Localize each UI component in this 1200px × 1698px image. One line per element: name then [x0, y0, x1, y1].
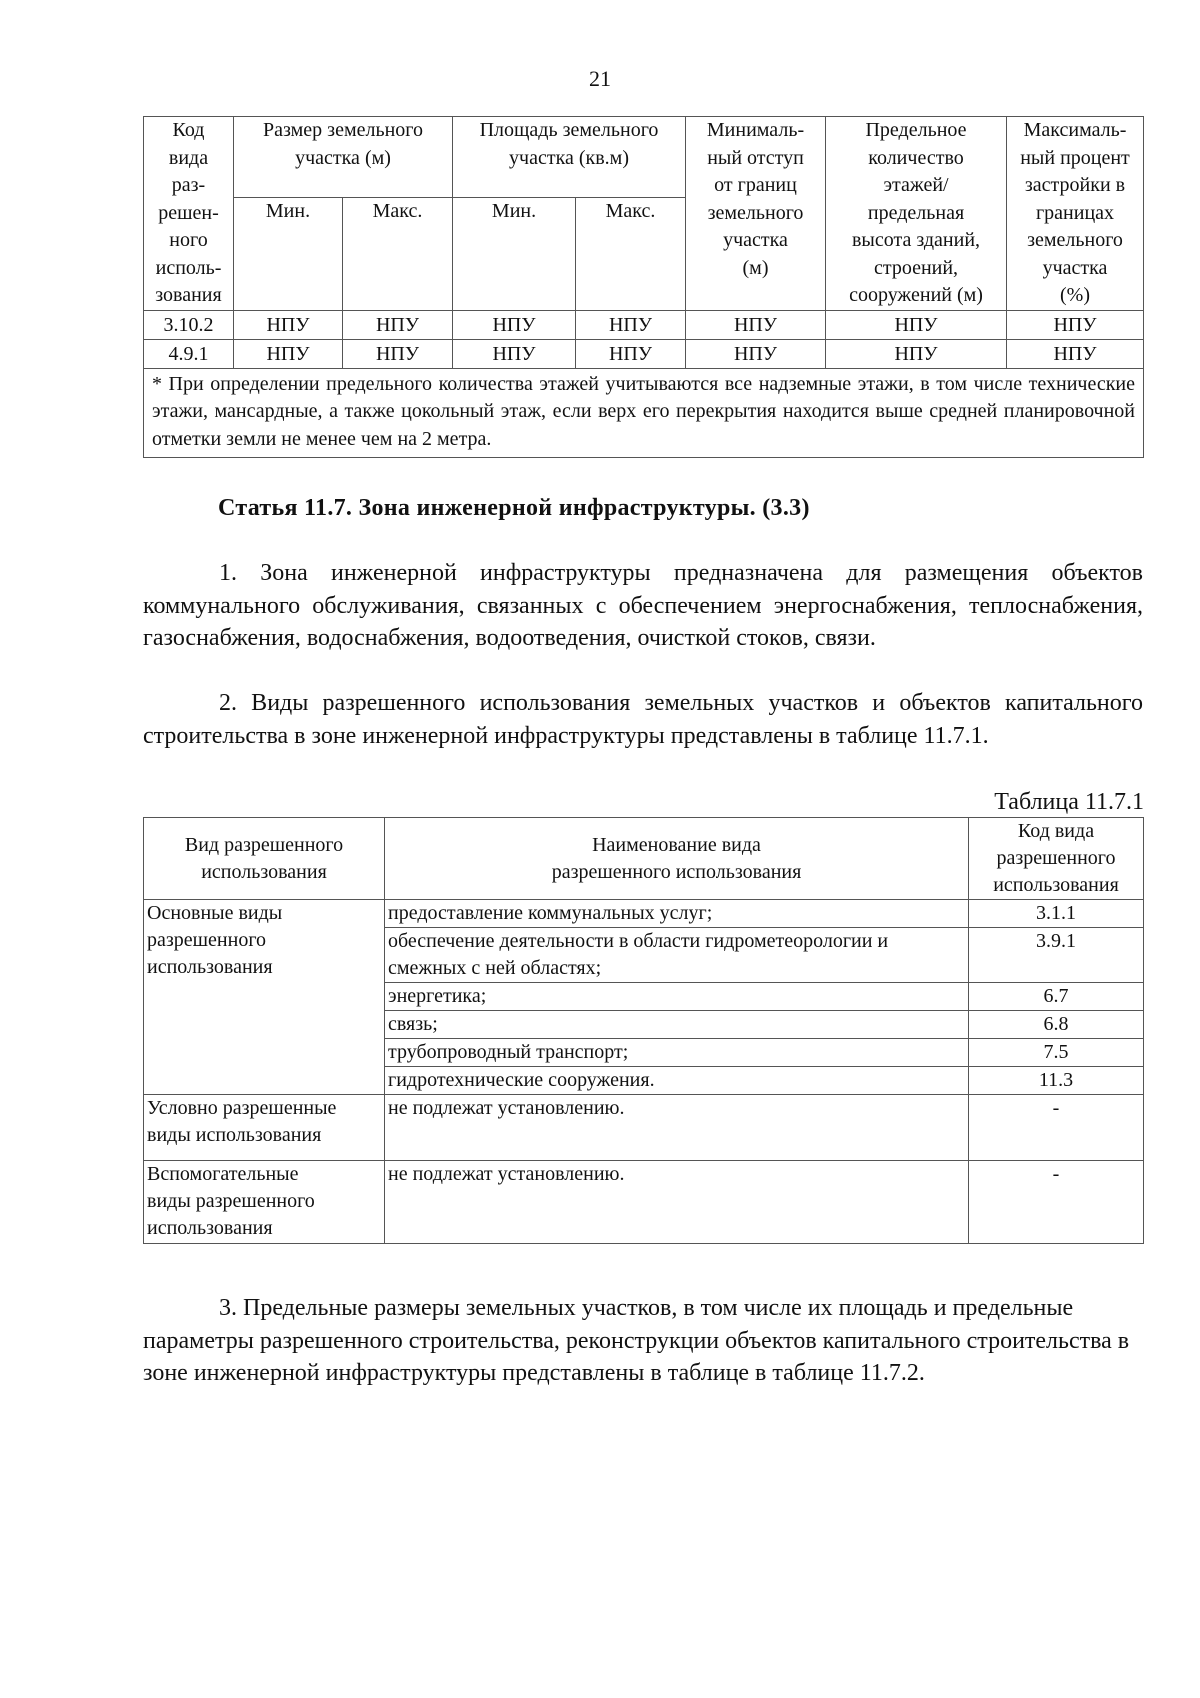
header-use-name: Наименование вида разрешенного использования	[385, 818, 969, 900]
header-coverage: Максималь- ный процент застройки в границах земельного участка (%)	[1007, 117, 1144, 311]
use-name: предоставление коммунальных услуг;	[385, 900, 969, 928]
table-cell: НПУ	[1007, 310, 1144, 339]
header-use-code: Код вида разрешенного использования	[969, 818, 1144, 900]
use-code: 6.8	[969, 1011, 1144, 1039]
use-name: гидротехнические сооружения.	[385, 1067, 969, 1095]
group-auxiliary-uses: Вспомогательные виды разрешенного использования	[144, 1161, 385, 1244]
table-cell: НПУ	[826, 310, 1007, 339]
permitted-uses-table	[143, 817, 1144, 1244]
header-area-min: Мин.	[453, 198, 576, 311]
table-cell: НПУ	[576, 339, 686, 368]
use-code: 6.7	[969, 983, 1144, 1011]
group-main-uses: Основные виды разрешенного использования	[144, 900, 385, 1095]
table-cell: 3.10.2	[144, 310, 234, 339]
group-conditional-uses: Условно разрешенные виды использования	[144, 1095, 385, 1161]
table-cell: НПУ	[343, 310, 453, 339]
header-floors: Предельное количество этажей/ предельная высота зданий, строений, сооружений (м)	[826, 117, 1007, 311]
header-use-type: Вид разрешенного использования	[144, 818, 385, 900]
table-cell: НПУ	[453, 310, 576, 339]
use-name: не подлежат установлению.	[385, 1095, 969, 1161]
paragraph-2: 2. Виды разрешенного использования земельных участков и объектов капитального строительства в зоне инженерной инфраструктуры представлены в таблице 11.7.1.	[143, 690, 1143, 749]
use-code: 11.3	[969, 1067, 1144, 1095]
table-cell: НПУ	[453, 339, 576, 368]
table-cell: НПУ	[826, 339, 1007, 368]
table-row	[144, 310, 1144, 339]
table-cell: НПУ	[686, 339, 826, 368]
use-code: 3.9.1	[969, 928, 1144, 983]
use-code: 7.5	[969, 1039, 1144, 1067]
table-cell: НПУ	[343, 339, 453, 368]
use-name: трубопроводный транспорт;	[385, 1039, 969, 1067]
table-cell: НПУ	[576, 310, 686, 339]
header-min-setback: Минималь- ный отступ от границ земельного участка (м)	[686, 117, 826, 311]
header-plot-area: Площадь земельного участка (кв.м)	[453, 117, 686, 198]
table-footnote: * При определении предельного количества этажей учитываются все надземные этажи, в том числе технические этажи, мансардные, а также цокольный этаж, если верх его перекрытия находится выше средней планировочной отметки земли не менее чем на 2 метра.	[144, 368, 1144, 458]
table-row	[144, 339, 1144, 368]
table-cell: НПУ	[686, 310, 826, 339]
use-name: обеспечение деятельности в области гидрометеорологии и смежных с ней областях;	[385, 928, 969, 983]
table-cell: НПУ	[234, 310, 343, 339]
parameters-table	[143, 116, 1144, 458]
header-code: Код вида раз- решен- ного исполь- зования	[144, 117, 234, 311]
table-caption: Таблица 11.7.1	[994, 789, 1144, 815]
table-row	[144, 900, 1144, 928]
use-name: связь;	[385, 1011, 969, 1039]
table-cell: 4.9.1	[144, 339, 234, 368]
table-row	[144, 1095, 1144, 1161]
article-title: Статья 11.7. Зона инженерной инфраструктуры. (3.3)	[218, 495, 810, 521]
header-area-max: Макс.	[576, 198, 686, 311]
use-code: -	[969, 1095, 1144, 1161]
paragraph-1: 1. Зона инженерной инфраструктуры предназначена для размещения объектов коммунального обслуживания, связанных с обеспечением энергоснабжения, теплоснабжения, газоснабжения, водоснабжения, водоотведения, очисткой стоков, связи.	[143, 560, 1143, 651]
header-size-max: Макс.	[343, 198, 453, 311]
use-code: -	[969, 1161, 1144, 1244]
header-plot-size: Размер земельного участка (м)	[234, 117, 453, 198]
table-cell: НПУ	[1007, 339, 1144, 368]
page-number: 21	[589, 66, 611, 91]
use-name: энергетика;	[385, 983, 969, 1011]
table-row	[144, 1161, 1144, 1244]
use-name: не подлежат установлению.	[385, 1161, 969, 1244]
paragraph-3: 3. Предельные размеры земельных участков, в том числе их площадь и предельные параметры разрешенного строительства, реконструкции объектов капитального строительства в зоне инженерной инфраструктуры представлены в таблице в таблице 11.7.2.	[143, 1295, 1130, 1386]
table-cell: НПУ	[234, 339, 343, 368]
header-size-min: Мин.	[234, 198, 343, 311]
use-code: 3.1.1	[969, 900, 1144, 928]
